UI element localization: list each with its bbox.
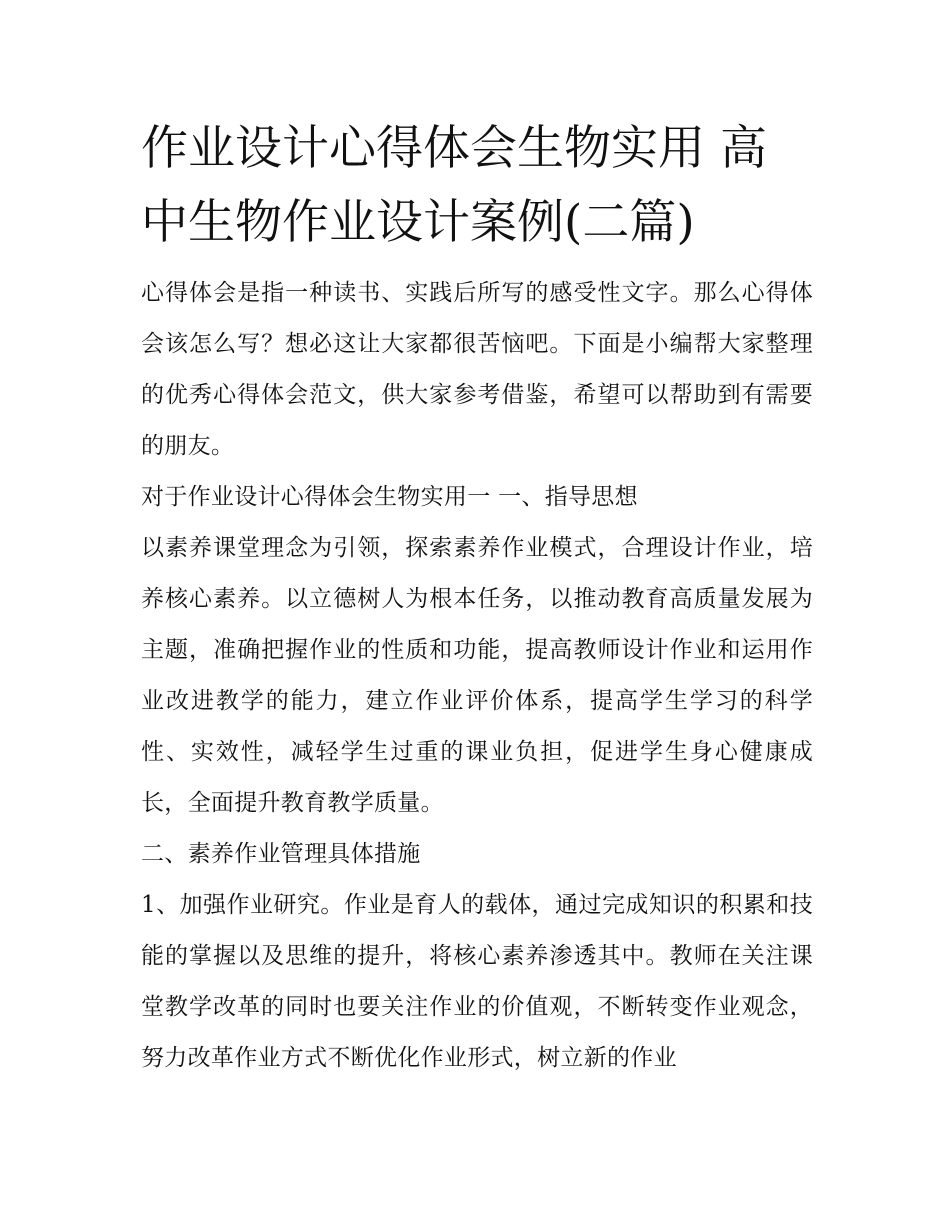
guiding-ideology-paragraph: 以素养课堂理念为引领，探索素养作业模式，合理设计作业，培养核心素养。以立德树人为根本任务，以推动教育高质量发展为主题，准确把握作业的性质和功能，提高教师设计作业和运用作业改进教学的能力，建立作业评价体系，提高学生学习的科学性、实效性，减轻学生过重的课业负担，促进学生身心健康成长，全面提升教育教学质量。 [141,535,813,816]
document-title: 作业设计心得体会生物实用 高中生物作业设计案例(二篇) [141,121,767,250]
measures-paragraph-1: 1、加强作业研究。作业是育人的载体，通过完成知识的积累和技能的掌握以及思维的提升，将核心素养渗透其中。教师在关注课堂教学改革的同时也要关注作业的价值观，不断转变作业观念，努力改革作业方式不断优化作业形式，树立新的作业 [141,892,813,1071]
intro-paragraph: 心得体会是指一种读书、实践后所写的感受性文字。那么心得体会该怎么写？想必这让大家都很苦恼吧。下面是小编帮大家整理的优秀心得体会范文，供大家参考借鉴，希望可以帮助到有需要的朋友。 [141,280,813,459]
document-body [141,112,813,1084]
section-heading-measures: 二、素养作业管理具体措施 [141,841,421,867]
section-heading-guiding-ideology: 对于作业设计心得体会生物实用一 一、指导思想 [141,484,638,510]
